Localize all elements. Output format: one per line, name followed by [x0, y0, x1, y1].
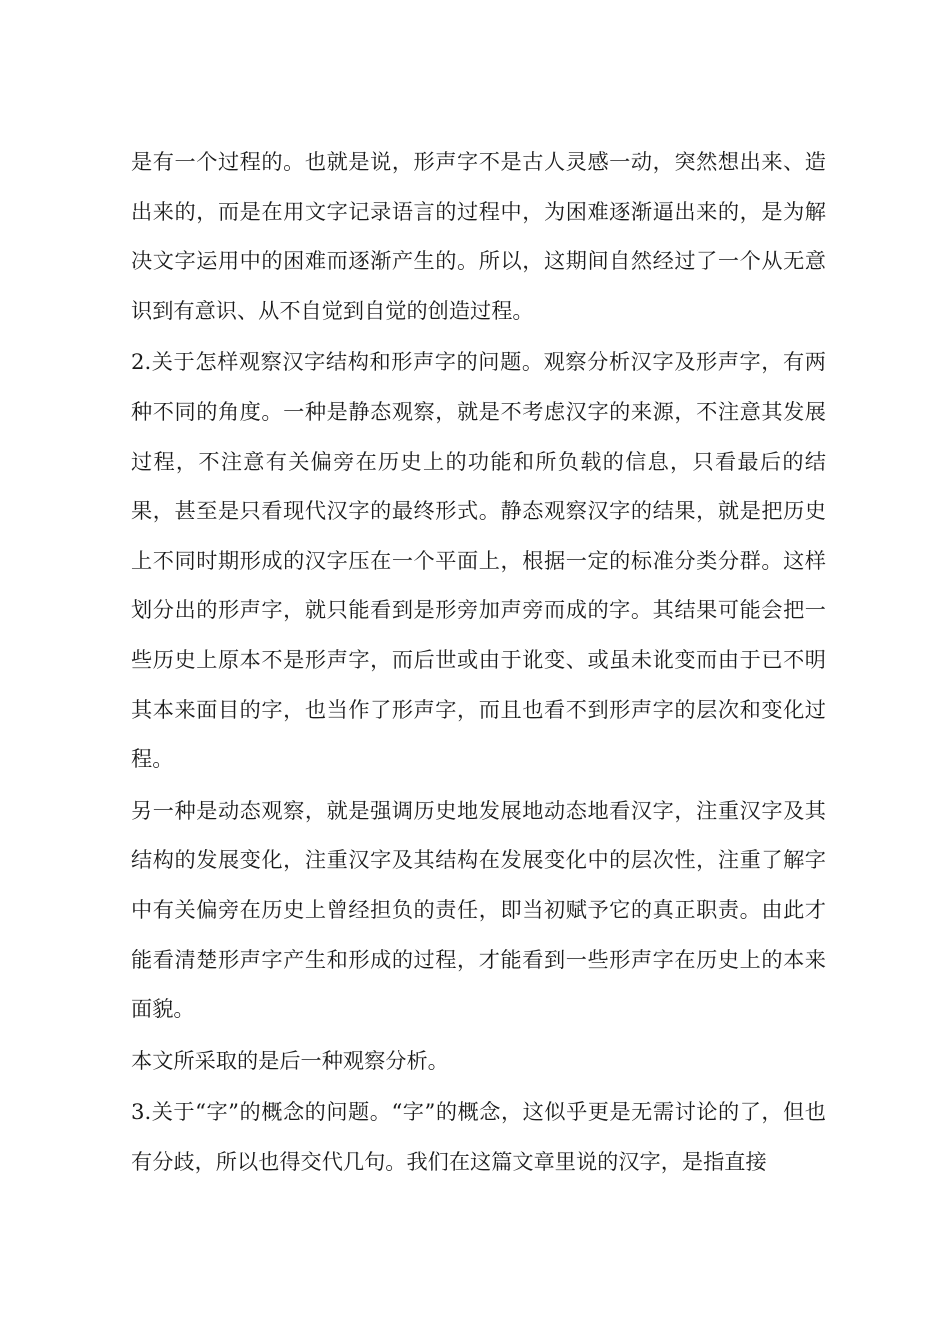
paragraph-method-statement: 本文所采取的是后一种观察分析。: [131, 1047, 449, 1073]
paragraph-point-3: 3.关于“字”的概念的问题。“字”的概念，这似乎更是无需讨论的了，但也有分歧，所以也得交代几句。我们在这篇文章里说的汉字，是指直接: [131, 1099, 826, 1174]
paragraph-dynamic-observation: 另一种是动态观察，就是强调历史地发展地动态地看汉字，注重汉字及其结构的发展变化，注重汉字及其结构在发展变化中的层次性，注重了解字中有关偏旁在历史上曾经担负的责任，即当初赋予它的真正职责。由此才能看清楚形声字产生和形成的过程，才能看到一些形声字在历史上的本来面貌。: [131, 797, 826, 1022]
document-body: [131, 137, 826, 1188]
paragraph-point-2: 2.关于怎样观察汉字结构和形声字的问题。观察分析汉字及形声字，有两种不同的角度。一种是静态观察，就是不考虑汉字的来源，不注意其发展过程，不注意有关偏旁在历史上的功能和所负载的信息，只看最后的结果，甚至是只看现代汉字的最终形式。静态观察汉字的结果，就是把历史上不同时期形成的汉字压在一个平面上，根据一定的标准分类分群。这样划分出的形声字，就只能看到是形旁加声旁而成的字。其结果可能会把一些历史上原本不是形声字，而后世或由于讹变、或虽未讹变而由于已不明其本来面目的字，也当作了形声字，而且也看不到形声字的层次和变化过程。: [131, 349, 826, 772]
paragraph-continuation: 是有一个过程的。也就是说，形声字不是古人灵感一动，突然想出来、造出来的，而是在用文字记录语言的过程中，为困难逐渐逼出来的，是为解决文字运用中的困难而逐渐产生的。所以，这期间自然经过了一个从无意识到有意识、从不自觉到自觉的创造过程。: [131, 149, 826, 323]
